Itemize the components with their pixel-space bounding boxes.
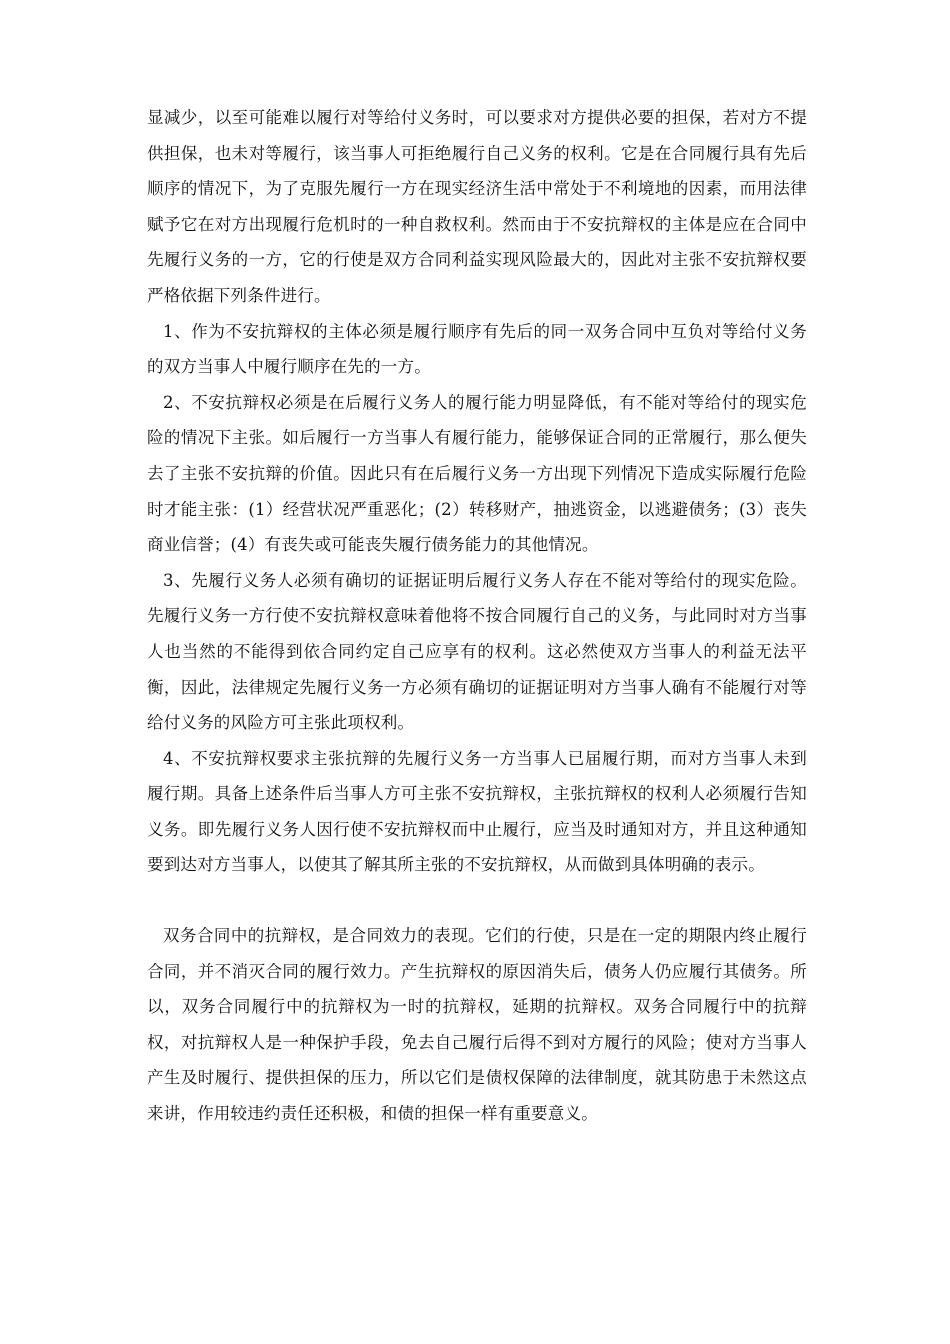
paragraph-gap (147, 883, 807, 918)
paragraph-condition-1: 1、作为不安抗辩权的主体必须是履行顺序有先后的同一双务合同中互负对等给付义务的双方当事人中履行顺序在先的一方。 (147, 321, 807, 377)
document-page (147, 100, 807, 1132)
paragraph-condition-2: 2、不安抗辩权必须是在后履行义务人的履行能力明显降低，有不能对等给付的现实危险的情况下主张。如后履行一方当事人有履行能力，能够保证合同的正常履行，那么便失去了主张不安抗辩的价值。因此只有在后履行义务一方出现下列情况下造成实际履行危险时才能主张：(1）经营状况严重恶化；(2）转移财产，抽逃资金，以逃避债务；(3）丧失商业信誉；(4）有丧失或可能丧失履行债务能力的其他情况。 (147, 392, 807, 555)
paragraph-condition-4: 4、不安抗辩权要求主张抗辩的先履行义务一方当事人已届履行期，而对方当事人未到履行期。具备上述条件后当事人方可主张不安抗辩权，主张抗辩权的权利人必须履行告知义务。即先履行义务人因行使不安抗辩权而中止履行，应当及时通知对方，并且这种通知要到达对方当事人，以使其了解其所主张的不安抗辩权，从而做到具体明确的表示。 (147, 748, 807, 875)
paragraph-continuation: 显减少，以至可能难以履行对等给付义务时，可以要求对方提供必要的担保，若对方不提供担保，也未对等履行，该当事人可拒绝履行自己义务的权利。它是在合同履行具有先后顺序的情况下，为了克服先履行一方在现实经济生活中常处于不利境地的因素，而用法律赋予它在对方出现履行危机时的一种自救权利。然而由于不安抗辩权的主体是应在合同中先履行义务的一方，它的行使是双方合同利益实现风险最大的，因此对主张不安抗辩权要严格依据下列条件进行。 (147, 108, 807, 305)
paragraph-condition-3: 3、先履行义务人必须有确切的证据证明后履行义务人存在不能对等给付的现实危险。先履行义务一方行使不安抗辩权意味着他将不按合同履行自己的义务，与此同时对方当事人也当然的不能得到依合同约定自己应享有的权利。这必然使双方当事人的利益无法平衡，因此，法律规定先履行义务一方必须有确切的证据证明对方当事人确有不能履行对等给付义务的风险方可主张此项权利。 (147, 570, 807, 733)
paragraph-summary: 双务合同中的抗辩权，是合同效力的表现。它们的行使，只是在一定的期限内终止履行合同，并不消灭合同的履行效力。产生抗辩权的原因消失后，债务人仍应履行其债务。所以，双务合同履行中的抗辩权为一时的抗辩权，延期的抗辩权。双务合同履行中的抗辩权，对抗辩权人是一种保护手段，免去自己履行后得不到对方履行的风险；使对方当事人产生及时履行、提供担保的压力，所以它们是债权保障的法律制度，就其防患于未然这点来讲，作用较违约责任还积极，和债的担保一样有重要意义。 (147, 926, 807, 1124)
